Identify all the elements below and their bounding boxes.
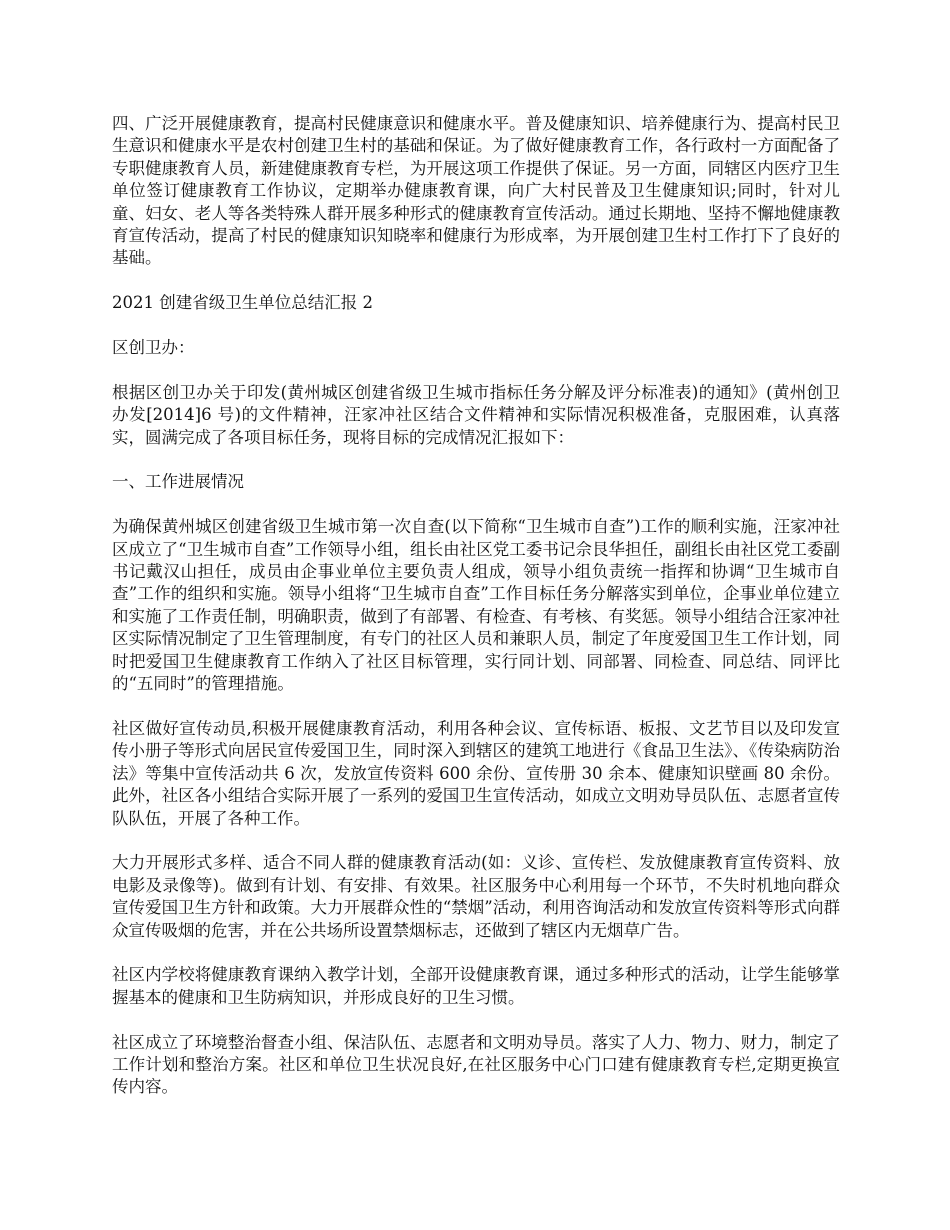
paragraph-activities: 大力开展形式多样、适合不同人群的健康教育活动(如：义诊、宣传栏、发放健康教育宣传资料、放电影及录像等)。做到有计划、有安排、有效果。社区服务中心利用每一个环节，不失时机地向群众宣传爱国卫生方针和政策。大力开展群众性的“禁烟”活动，利用咨询活动和发放宣传资料等形式向群众宣传吸烟的危害，并在公共场所设置禁烟标志，还做到了辖区内无烟草广告。 (112, 853, 840, 940)
paragraph-introduction: 根据区创卫办关于印发(黄州城区创建省级卫生城市指标任务分解及评分标准表)的通知》(黄州创卫办发[2014]6 号)的文件精神，汪家冲社区结合文件精神和实际情况积极准备，克服困难，认真落实，圆满完成了各项目标任务，现将目标的完成情况汇报如下： (112, 382, 840, 447)
paragraph-schools: 社区内学校将健康教育课纳入教学计划，全部开设健康教育课，通过多种形式的活动，让学生能够掌握基本的健康和卫生防病知识，并形成良好的卫生习惯。 (112, 965, 840, 1007)
paragraph-health-education: 四、广泛开展健康教育，提高村民健康意识和健康水平。普及健康知识、培养健康行为、提高村民卫生意识和健康水平是农村创建卫生村的基础和保证。为了做好健康教育工作，各行政村一方面配备了专职健康教育人员，新建健康教育专栏，为开展这项工作提供了保证。另一方面，同辖区内医疗卫生单位签订健康教育工作协议，定期举办健康教育课，向广大村民普及卫生健康知识;同时，针对儿童、妇女、老人等各类特殊人群开展多种形式的健康教育宣传活动。通过长期地、坚持不懈地健康教育宣传活动，提高了村民的健康知识知晓率和健康行为形成率，为开展创建卫生村工作打下了良好的基础。 (112, 114, 840, 268)
document-page (112, 113, 840, 1121)
report-title: 2021 创建省级卫生单位总结汇报 2 (112, 293, 373, 313)
paragraph-publicity: 社区做好宣传动员,积极开展健康教育活动，利用各种会议、宣传标语、板报、文艺节目以及印发宣传小册子等形式向居民宣传爱国卫生，同时深入到辖区的建筑工地进行《食品卫生法》、《传染病防治法》等集中宣传活动共 6 次，发放宣传资料 600 余份、宣传册 30 余本、健康知识壁画 80 余份。此外，社区各小组结合实际开展了一系列的爱国卫生宣传活动，如成立文明劝导员队伍、志愿者宣传队队伍，开展了各种工作。 (112, 718, 840, 828)
paragraph-environment: 社区成立了环境整治督查小组、保洁队伍、志愿者和文明劝导员。落实了人力、物力、财力，制定了工作计划和整治方案。社区和单位卫生状况良好,在社区服务中心门口建有健康教育专栏,定期更换宣传内容。 (112, 1032, 840, 1097)
salutation: 区创卫办： (112, 338, 195, 358)
paragraph-leadership-group: 为确保黄州城区创建省级卫生城市第一次自查(以下简称“卫生城市自查”)工作的顺利实施，汪家冲社区成立了“卫生城市自查”工作领导小组，组长由社区党工委书记佘艮华担任，副组长由社区党工委副书记戴汉山担任，成员由企事业单位主要负责人组成，领导小组负责统一指挥和协调“卫生城市自查”工作的组织和实施。领导小组将“卫生城市自查”工作目标任务分解落实到单位，企事业单位建立和实施了工作责任制，明确职责，做到了有部署、有检查、有考核、有奖惩。领导小组结合汪家冲社区实际情况制定了卫生管理制度，有专门的社区人员和兼职人员，制定了年度爱国卫生工作计划，同时把爱国卫生健康教育工作纳入了社区目标管理，实行同计划、同部署、同检查、同总结、同评比的“五同时”的管理措施。 (112, 517, 840, 694)
section-heading-progress: 一、工作进展情况 (112, 472, 244, 492)
